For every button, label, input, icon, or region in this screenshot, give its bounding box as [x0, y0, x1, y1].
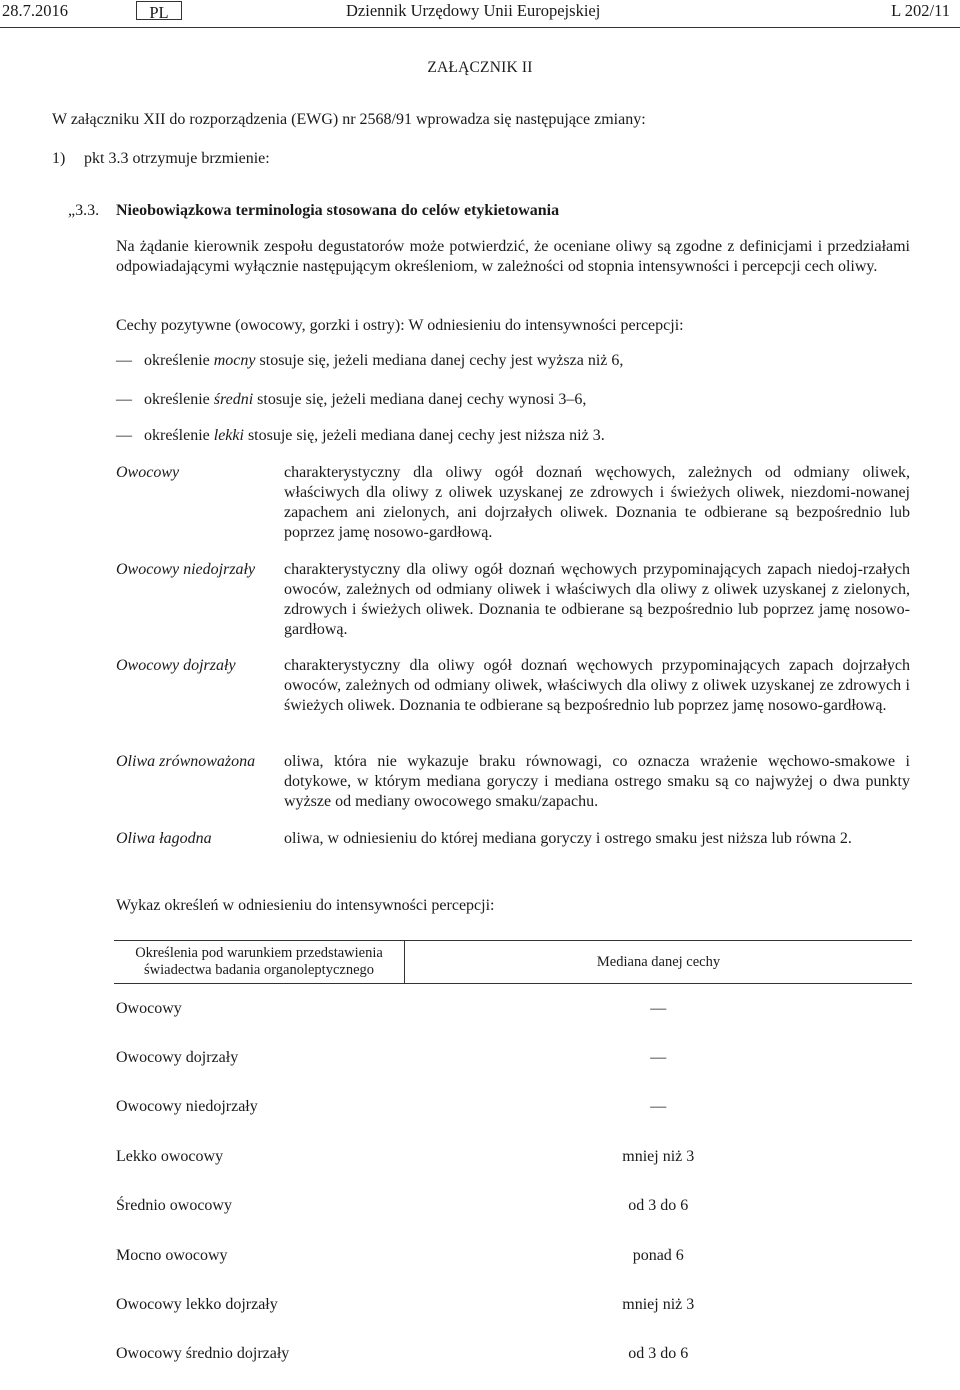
definition-description: charakterystyczny dla oliwy ogół doznań węchowych przypominających zapach dojrzałych owoców, zależnych od odmiany oliwek, właściwych dla oliwy z oliwek uzyskanej ze zdrowych i świeżych oliwek. Doznania te odbierane są bezpośrednio lub poprzez jamę nosowo-gardłową.	[284, 657, 910, 714]
dash-text: stosuje się, jeżeli mediana danej cechy jest niższa niż 3.	[243, 427, 605, 444]
table-cell-median: —	[650, 1098, 667, 1116]
dash-marker: —	[116, 352, 132, 369]
list-item-text: pkt 3.3 otrzymuje brzmienie:	[84, 150, 270, 167]
annex-title: ZAŁĄCZNIK II	[427, 59, 533, 76]
table-row	[114, 1083, 912, 1132]
table-cell-term: Mocno owocowy	[116, 1246, 228, 1264]
table-cell-term: Owocowy średnio dojrzały	[116, 1345, 290, 1363]
definition-term: Owocowy niedojrzały	[116, 561, 256, 578]
list-item-number: 1)	[52, 150, 66, 167]
table-row	[114, 1132, 912, 1181]
table-cell-median: ponad 6	[632, 1246, 684, 1264]
dash-text: określenie	[144, 427, 214, 444]
dash-text: stosuje się, jeżeli mediana danej cechy wynosi 3–6,	[253, 391, 587, 408]
table-header-row	[114, 941, 912, 984]
table-cell-median: —	[650, 999, 667, 1017]
terms-table	[114, 940, 912, 1379]
section-heading	[68, 201, 559, 221]
table-row	[114, 1330, 912, 1379]
table-cell-median: mniej niż 3	[622, 1296, 695, 1314]
list-item-1	[52, 149, 270, 169]
table-cell-median: od 3 do 6	[628, 1197, 689, 1215]
table-row	[114, 984, 912, 1034]
table-cell-term: Owocowy niedojrzały	[116, 1098, 258, 1116]
table-row	[114, 1182, 912, 1231]
dash-term: mocny	[213, 352, 256, 369]
dash-item	[116, 426, 910, 446]
table-row	[114, 1033, 912, 1082]
table-cell-term: Owocowy dojrzały	[116, 1049, 239, 1067]
table-cell-term: Średnio owocowy	[116, 1197, 232, 1215]
dash-marker: —	[116, 391, 132, 408]
table-cell-term: Lekko owocowy	[116, 1147, 224, 1165]
intro-paragraph: W załączniku XII do rozporządzenia (EWG) nr 2568/91 wprowadza się następujące zmiany:	[52, 111, 646, 128]
dash-item	[116, 351, 910, 371]
header-rule	[0, 27, 960, 28]
definition-description: charakterystyczny dla oliwy ogół doznań węchowych, zależnych od odmiany oliwek, właściwych dla oliwy z oliwek uzyskanej ze zdrowych i świeżych oliwek, niezdomi-nowanej zapachem ani zielonych, ani dojrzałych oliwek. Doznania te odbierane są bezpośrednio lub poprzez jamę nosowo-gardłową.	[284, 464, 910, 541]
table-row	[114, 1280, 912, 1329]
page-header	[0, 0, 960, 30]
definition-term: Oliwa łagodna	[116, 830, 212, 847]
paragraph-positive-attributes: Cechy pozytywne (owocowy, gorzki i ostry): W odniesieniu do intensywności percepcji:	[116, 317, 684, 334]
dash-text: określenie	[144, 391, 214, 408]
definition-description: oliwa, która nie wykazuje braku równowagi, co oznacza wrażenie węchowo-smakowe i dotykowe, w którym mediana goryczy i mediana ostrego smaku są co najwyżej o dwa punkty wyższe od mediany owocowego smaku/zapachu.	[284, 753, 910, 810]
definition-description: oliwa, w odniesieniu do której mediana goryczy i ostrego smaku jest niższa lub równa 2.	[284, 830, 852, 847]
definition-description: charakterystyczny dla oliwy ogół doznań węchowych przypominających zapach niedoj-rzałych owoców, zależnych od odmiany oliwek i właściwych dla oliwy z oliwek uzyskanej z zielonych, zdrowych i świeżych oliwek. Doznania te odbierane są bezpośrednio lub poprzez jamę nosowo-gardłową.	[284, 561, 910, 638]
dash-text: określenie	[144, 352, 214, 369]
table-row	[114, 1231, 912, 1280]
section-number: „3.3.	[68, 202, 100, 219]
table-intro: Wykaz określeń w odniesieniu do intensywności percepcji:	[116, 897, 495, 914]
section-title: Nieobowiązkowa terminologia stosowana do celów etykietowania	[116, 202, 560, 219]
dash-item	[116, 390, 910, 410]
header-page-ref: L 202/11	[891, 1, 950, 20]
table-cell-median: mniej niż 3	[622, 1147, 695, 1165]
header-date: 28.7.2016	[2, 1, 68, 20]
definition-term: Oliwa zrównoważona	[116, 753, 256, 770]
header-language-box: PL	[136, 1, 182, 20]
dash-text: stosuje się, jeżeli mediana danej cechy jest wyższa niż 6,	[255, 352, 624, 369]
definition-term: Owocowy dojrzały	[116, 657, 236, 674]
table-header-median: Mediana danej cechy	[405, 941, 913, 984]
dash-marker: —	[116, 427, 132, 444]
header-journal-title: Dziennik Urzędowy Unii Europejskiej	[346, 1, 601, 20]
paragraph-intro-definitions: Na żądanie kierownik zespołu degustatorów może potwierdzić, że oceniane oliwy są zgodne z definicjami i przedziałami odpowiadającymi wyłącznie następującym określeniom, w zależności od stopnia intensywności i percepcji cech oliwy.	[116, 238, 910, 275]
table-cell-median: —	[650, 1049, 667, 1067]
dash-term: lekki	[213, 427, 244, 444]
table-header-terms: Określenia pod warunkiem przedstawienia świadectwa badania organoleptycznego	[114, 941, 405, 984]
table-cell-median: od 3 do 6	[628, 1345, 689, 1363]
definition-term: Owocowy	[116, 464, 180, 481]
table-cell-term: Owocowy	[116, 999, 182, 1017]
dash-term: średni	[213, 391, 254, 408]
table-cell-term: Owocowy lekko dojrzały	[116, 1296, 278, 1314]
